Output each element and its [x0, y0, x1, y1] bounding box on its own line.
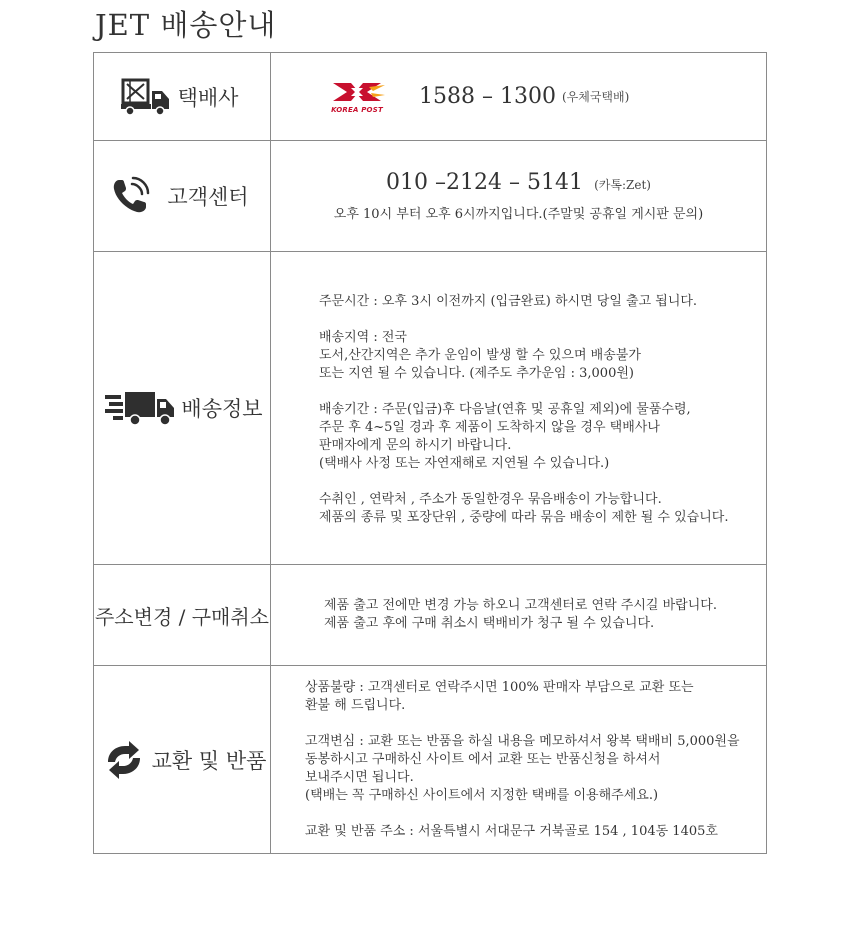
address-change-value-cell [271, 565, 767, 666]
shipping-info-table [93, 52, 767, 854]
courier-value-cell [271, 53, 767, 141]
exchange-arrows-icon [102, 740, 146, 780]
service-row [94, 141, 767, 252]
address-change-label-cell [94, 565, 271, 666]
shipping-region: 배송지역 : 전국 도서,산간지역은 추가 운임이 발생 할 수 있으며 배송불가 또는 지연 될 수 있습니다. (제주도 추가운임 : 3,000원) [319, 330, 641, 381]
phone-icon [111, 176, 151, 216]
returns-address: 교환 및 반품 주소 : 서울특별시 서대문구 거북골로 154 , 104동 1405호 [305, 823, 718, 839]
returns-change-of-mind: 고객변심 : 교환 또는 반품을 하실 내용을 메모하셔서 왕복 택배비 5,000원을 동봉하시고 구매하신 사이트 에서 교환 또는 반품신청을 하셔서 보내주시면 됩니다. (택배는 꼭 구매하신 사이트에서 지정한 택배를 이용해주세요.) [305, 733, 740, 803]
courier-row [94, 53, 767, 141]
returns-label: 교환 및 반품 [151, 748, 267, 773]
fast-truck-icon [103, 389, 177, 427]
shipping-bundle: 수취인 , 연락처 , 주소가 동일한경우 묶음배송이 가능합니다. 제품의 종류 및 포장단위 , 중량에 따라 묶음 배송이 제한 될 수 있습니다. [319, 492, 729, 525]
page-title: JET 배송안내 [95, 8, 277, 42]
returns-value-cell [271, 666, 767, 854]
address-change-line: 제품 출고 후에 구매 취소시 택배비가 청구 될 수 있습니다. [324, 616, 655, 631]
returns-defect: 상품불량 : 고객센터로 연락주시면 100% 판매자 부담으로 교환 또는 환불 해 드립니다. [305, 679, 694, 713]
shipping-row [94, 252, 767, 565]
korea-post-logo-text: KOREA POST [331, 106, 383, 114]
returns-row [94, 666, 767, 854]
address-change-row [94, 565, 767, 666]
shipping-label-cell [94, 252, 271, 565]
shipping-order-time: 주문시간 : 오후 3시 이전까지 (입금완료) 하시면 당일 출고 됩니다. [319, 294, 698, 309]
service-note: (카톡:Zet) [594, 178, 651, 192]
service-label-cell [94, 141, 271, 252]
address-change-label: 주소변경 / 구매취소 [94, 604, 269, 629]
address-change-line: 제품 출고 전에만 변경 가능 하오니 고객센터로 연락 주시길 바랍니다. [324, 598, 717, 613]
service-value-cell [271, 141, 767, 252]
shipping-label: 배송정보 [181, 397, 263, 421]
service-label: 고객센터 [167, 185, 249, 209]
courier-note: (우체국택배) [561, 90, 630, 104]
returns-label-cell [94, 666, 271, 854]
courier-phone: 1588 – 1300 [419, 84, 556, 109]
delivery-truck-box-icon [120, 77, 172, 117]
korea-post-logo [329, 79, 385, 114]
courier-label-cell [94, 53, 271, 141]
courier-label: 택배사 [177, 85, 239, 110]
service-hours: 오후 10시 부터 오후 6시까지입니다.(주말및 공휴일 게시판 문의) [333, 207, 704, 222]
shipping-value-cell [271, 252, 767, 565]
service-phone: 010 –2124 – 5141 [386, 170, 583, 195]
shipping-period: 배송기간 : 주문(입금)후 다음날(연휴 및 공휴일 제외)에 물품수령, 주문 후 4~5일 경과 후 제품이 도착하지 않을 경우 택배사나 판매자에게 문의 하시기 바랍니다. (택배사 사정 또는 자연재해로 지연될 수 있습니다.) [319, 402, 691, 471]
